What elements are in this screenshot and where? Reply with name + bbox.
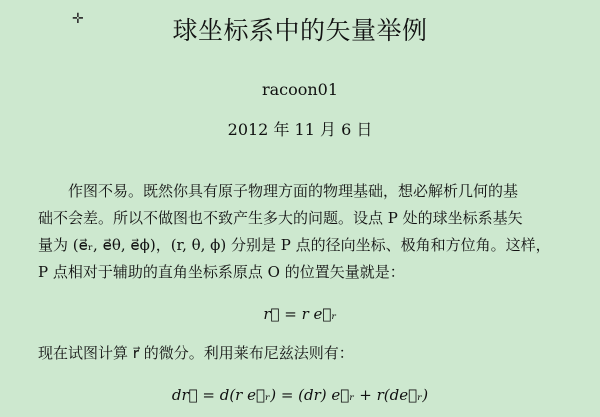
- paragraph-line: P 点相对于辅助的直角坐标系原点 O 的位置矢量就是：: [38, 263, 405, 281]
- paragraph-differential: [38, 340, 574, 367]
- paragraph-line: 现在试图计算 r⃗ 的微分。利用莱布尼兹法则有：: [38, 344, 354, 362]
- crosshair-cursor-icon: ✛: [72, 11, 84, 27]
- paragraph-line: 作图不易。既然你具有原子物理方面的物理基础，想必解析几何的基: [68, 182, 519, 200]
- paragraph-line: 础不会差。所以不做图也不致产生多大的问题。设点 P 处的球坐标系基矢: [38, 209, 523, 227]
- document-title: 球坐标系中的矢量举例: [172, 16, 428, 45]
- document-date: 2012 年 11 月 6 日: [227, 120, 373, 139]
- document-author: racoon01: [261, 80, 339, 99]
- paragraph-line: 量为 (e⃗ᵣ, e⃗θ, e⃗ϕ)，(r, θ, ϕ) 分别是 P 点的径向坐标、极角和方位角。这样，: [38, 236, 551, 254]
- paragraph-intro: [38, 178, 574, 286]
- equation-position-vector: r⃗ = r e⃗ᵣ: [263, 305, 337, 323]
- equation-differential: dr⃗ = d(r e⃗ᵣ) = (dr) e⃗ᵣ + r(de⃗ᵣ): [171, 386, 429, 404]
